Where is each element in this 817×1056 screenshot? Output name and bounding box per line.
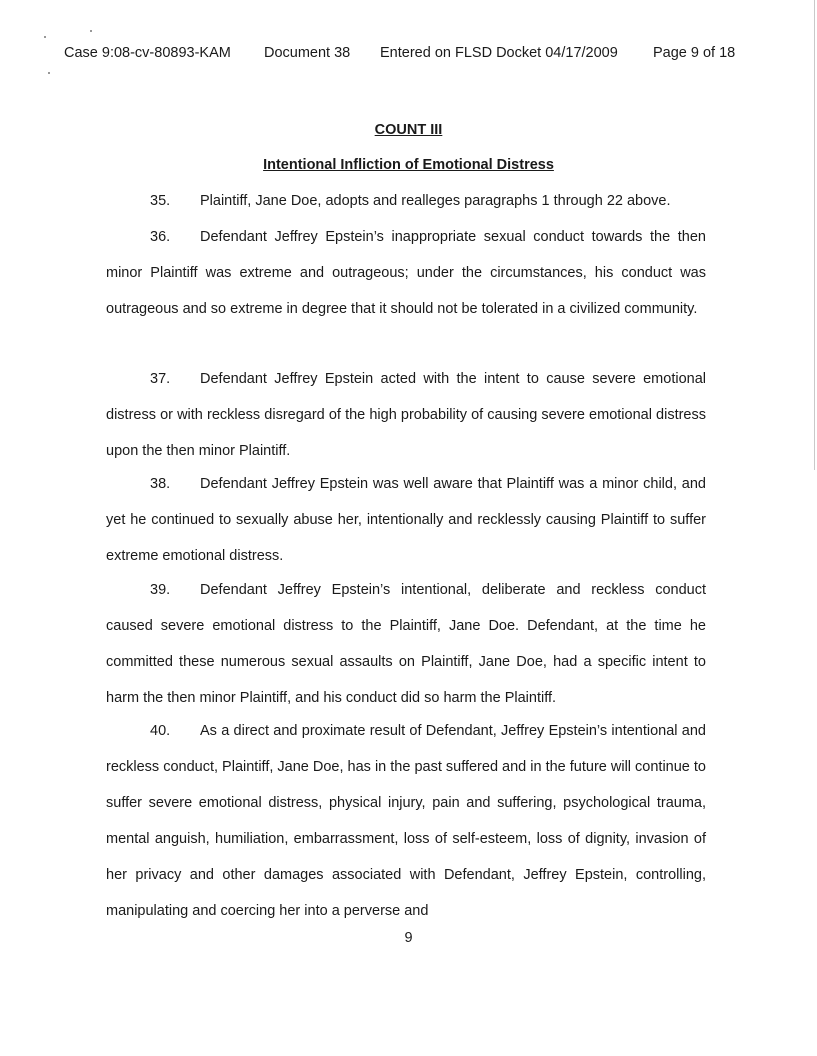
paragraph-number: 39.	[150, 582, 171, 598]
paragraph-number: 38.	[150, 476, 171, 492]
paragraph-text: Plaintiff, Jane Doe, adopts and realleges paragraphs 1 through 22 above.	[200, 193, 671, 209]
paragraph-number: 35.	[150, 193, 171, 209]
paragraph-text: As a direct and proximate result of Defendant, Jeffrey Epstein’s intentional and reckless conduct, Plaintiff, Jane Doe, has in the past suffered and in the future will continue to suffer severe emotional distress, physical injury, pain and suffering, psychological trauma, mental anguish, humiliation, embarrassment, loss of self-esteem, loss of dignity, invasion of her privacy and other damages associated with Defendant, Jeffrey Epstein, controlling, manipulating and coercing her into a perverse and	[106, 723, 706, 919]
count-subtitle: Intentional Infliction of Emotional Distress	[263, 157, 554, 173]
paragraph-text: Defendant Jeffrey Epstein’s intentional, deliberate and reckless conduct caused severe emotional distress to the Plaintiff, Jane Doe. Defendant, at the time he committed these numerous sexual assaults on Plaintiff, Jane Doe, had a specific intent to harm the then minor Plaintiff, and his conduct did so harm the Plaintiff.	[106, 582, 706, 706]
paragraph-text: Defendant Jeffrey Epstein’s inappropriate sexual conduct towards the then minor Plaintiff was extreme and outrageous; under the circumstances, his conduct was outrageous and so extreme in degree that it should not be tolerated in a civilized community.	[106, 229, 706, 317]
document-number: Document 38	[264, 45, 351, 61]
paragraph-40	[106, 713, 706, 929]
paragraph-text: Defendant Jeffrey Epstein was well aware that Plaintiff was a minor child, and yet he continued to sexually abuse her, intentionally and recklessly causing Plaintiff to suffer extreme emotional distress.	[106, 476, 706, 564]
paragraph-35	[106, 183, 706, 219]
paragraph-39	[106, 572, 706, 716]
docket-entry: Entered on FLSD Docket 04/17/2009	[380, 45, 618, 61]
paragraph-number: 40.	[150, 723, 171, 739]
paragraph-37	[106, 361, 706, 469]
paragraph-text: Defendant Jeffrey Epstein acted with the intent to cause severe emotional distress or with reckless disregard of the high probability of causing severe emotional distress upon the then minor Plaintiff.	[106, 371, 706, 459]
scan-edge-line	[814, 0, 815, 470]
case-number: Case 9:08-cv-80893-KAM	[64, 45, 231, 61]
page-count: Page 9 of 18	[653, 45, 736, 61]
scan-speck	[44, 36, 46, 38]
paragraph-36	[106, 219, 706, 327]
paragraph-38	[106, 466, 706, 574]
paragraph-number: 36.	[150, 229, 171, 245]
count-title: COUNT III	[374, 122, 443, 138]
scan-speck	[48, 72, 50, 74]
page-number: 9	[404, 930, 413, 946]
scan-speck	[90, 30, 92, 32]
paragraph-number: 37.	[150, 371, 171, 387]
